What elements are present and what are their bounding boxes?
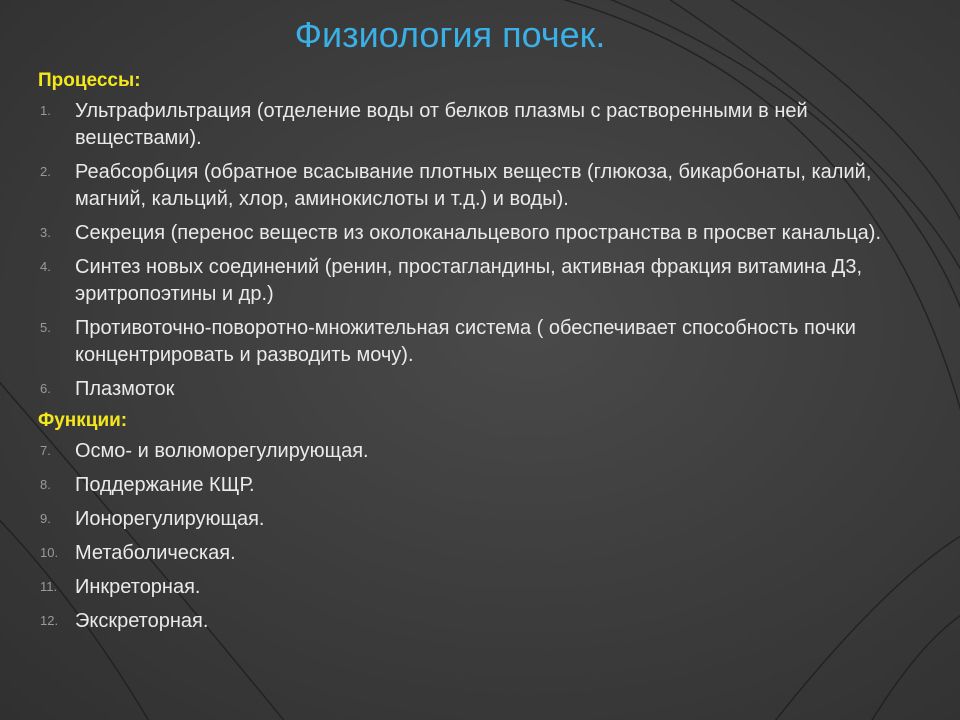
list-item — [38, 315, 928, 369]
list-number: 9. — [40, 511, 51, 526]
list-item — [38, 159, 928, 213]
list-item — [38, 254, 928, 308]
list-text: Противоточно-поворотно-множительная система ( обеспечивает способность почки концентрировать и разводить мочу). — [75, 317, 856, 366]
list-text: Экскреторная. — [75, 610, 209, 632]
list-number: 10. — [40, 545, 59, 560]
list-item — [38, 608, 928, 635]
list-number: 5. — [40, 320, 51, 335]
functions-heading: Функции: — [38, 410, 128, 431]
list-number: 6. — [40, 381, 51, 396]
list-item — [38, 540, 928, 567]
list-number: 12. — [40, 613, 59, 628]
list-text: Осмо- и волюморегулирующая. — [75, 440, 369, 462]
list-text: Реабсорбция (обратное всасывание плотных веществ (глюкоза, бикарбонаты, калий, магний, кальций, хлор, аминокислоты и т.д.) и воды). — [75, 161, 872, 210]
list-text: Плазмоток — [75, 378, 175, 400]
list-number: 4. — [40, 259, 51, 274]
list-item — [38, 438, 928, 465]
list-item — [38, 472, 928, 499]
list-item — [38, 98, 928, 152]
list-text: Синтез новых соединений (ренин, простагландины, активная фракция витамина Д3, эритропоэтины и др.) — [75, 256, 863, 305]
slide-content — [38, 64, 928, 642]
processes-heading: Процессы: — [38, 70, 141, 91]
list-number: 2. — [40, 164, 51, 179]
list-item — [38, 574, 928, 601]
list-item — [38, 220, 928, 247]
list-text: Секреция (перенос веществ из околоканальцевого пространства в просвет канальца). — [75, 222, 882, 244]
list-text: Поддержание КЩР. — [75, 474, 255, 496]
list-text: Метаболическая. — [75, 542, 236, 564]
list-number: 1. — [40, 103, 51, 118]
list-item — [38, 376, 928, 403]
list-number: 3. — [40, 225, 51, 240]
list-text: Инкреторная. — [75, 576, 201, 598]
list-number: 7. — [40, 443, 51, 458]
list-text: Ионорегулирующая. — [75, 508, 265, 530]
list-number: 8. — [40, 477, 51, 492]
slide-title: Физиология почек. — [294, 14, 606, 55]
list-item — [38, 506, 928, 533]
list-number: 11. — [40, 579, 58, 594]
list-text: Ультрафильтрация (отделение воды от белков плазмы с растворенными в ней веществами). — [75, 100, 808, 149]
